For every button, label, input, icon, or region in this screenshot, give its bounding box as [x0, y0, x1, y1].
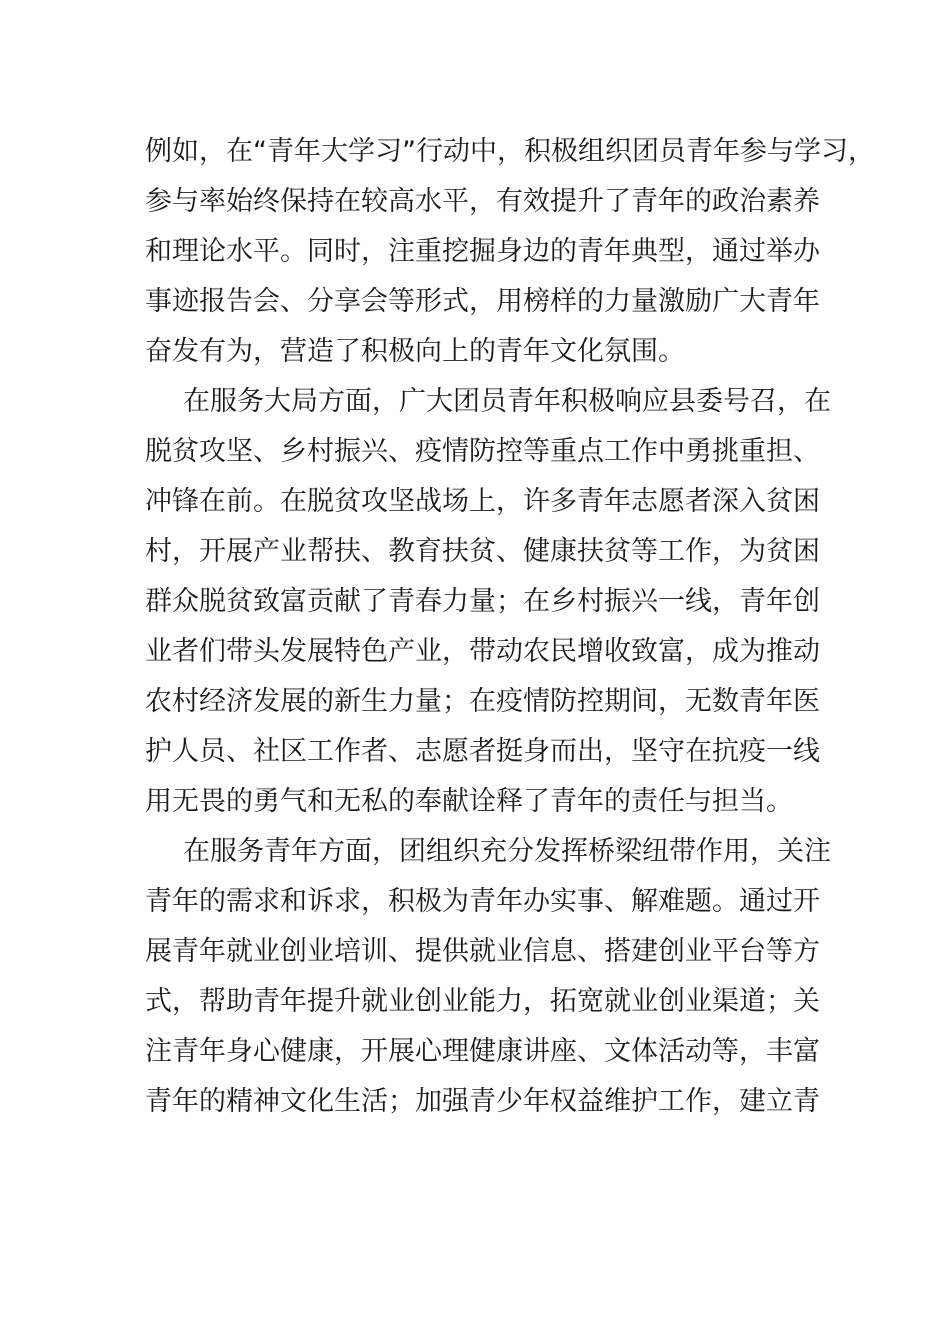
text-line: 青年的需求和诉求，积极为青年办实事、解难题。通过开: [145, 886, 820, 917]
text-line: 青年的精神文化生活；加强青少年权益维护工作，建立青: [145, 1086, 820, 1117]
text-line: 脱贫攻坚、乡村振兴、疫情防控等重点工作中勇挑重担、: [145, 436, 820, 467]
text-line: 式，帮助青年提升就业创业能力，拓宽就业创业渠道；关: [145, 986, 820, 1017]
text-line: 例如，在“青年大学习”行动中，积极组织团员青年参与学习，: [145, 136, 875, 167]
text-line: 农村经济发展的新生力量；在疫情防控期间，无数青年医: [145, 686, 820, 717]
text-line: 奋发有为，营造了积极向上的青年文化氛围。: [145, 336, 685, 367]
text-line: 用无畏的勇气和无私的奉献诠释了青年的责任与担当。: [145, 786, 793, 817]
paragraph-3: [145, 827, 831, 1127]
text-line: 村，开展产业帮扶、教育扶贫、健康扶贫等工作，为贫困: [145, 536, 820, 567]
text-line: 业者们带头发展特色产业，带动农民增收致富，成为推动: [145, 636, 820, 667]
text-line: 冲锋在前。在脱贫攻坚战场上，许多青年志愿者深入贫困: [145, 486, 820, 517]
paragraph-1: [145, 127, 875, 377]
text-line: 展青年就业创业培训、提供就业信息、搭建创业平台等方: [145, 936, 820, 967]
text-line: 和理论水平。同时，注重挖掘身边的青年典型，通过举办: [145, 236, 820, 267]
text-line: 注青年身心健康，开展心理健康讲座、文体活动等，丰富: [145, 1036, 820, 1067]
text-line: 在服务大局方面，广大团员青年积极响应县委号召，在: [183, 386, 831, 417]
paragraph-2: [145, 377, 831, 827]
text-line: 护人员、社区工作者、志愿者挺身而出，坚守在抗疫一线: [145, 736, 820, 767]
body-text: [145, 127, 875, 1127]
text-line: 群众脱贫致富贡献了青春力量；在乡村振兴一线，青年创: [145, 586, 820, 617]
text-line: 事迹报告会、分享会等形式，用榜样的力量激励广大青年: [145, 286, 820, 317]
text-line: 在服务青年方面，团组织充分发挥桥梁纽带作用，关注: [183, 836, 831, 867]
text-line: 参与率始终保持在较高水平，有效提升了青年的政治素养: [145, 186, 820, 217]
